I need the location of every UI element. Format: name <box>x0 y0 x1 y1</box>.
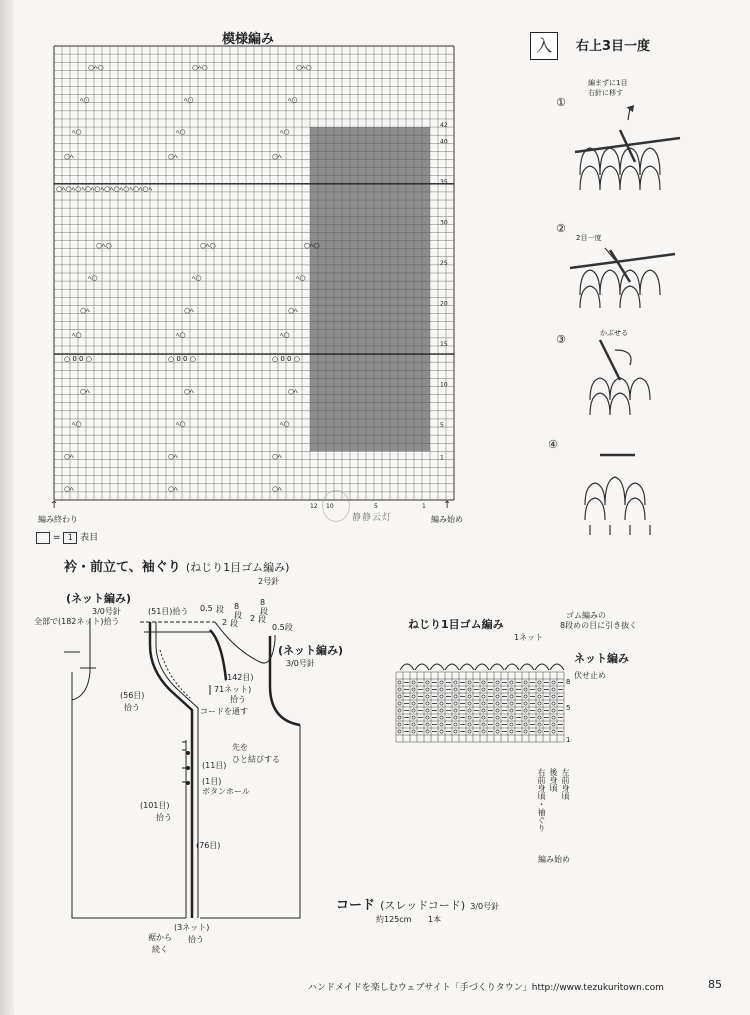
chart-symbol: ○ﾍ <box>64 484 74 493</box>
rib-twist-mark <box>524 730 527 733</box>
rib-twist-mark <box>524 723 527 726</box>
chart-symbol: ○ﾍ <box>288 306 298 315</box>
rib-twist-mark <box>412 730 415 733</box>
rib-twist-mark <box>510 709 513 712</box>
section-title-row <box>64 556 289 575</box>
rib-twist-mark <box>398 695 401 698</box>
rib-twist-mark <box>482 688 485 691</box>
rib-twist-mark <box>482 730 485 733</box>
chart-row-label: 40 <box>440 138 448 146</box>
rib-scallop <box>520 664 534 670</box>
rib-right-front: 右前身頃・袖ぐり <box>537 768 546 832</box>
section-needle: 2号針 <box>258 577 280 586</box>
rib-twist-mark <box>426 730 429 733</box>
rib-twist-mark <box>524 688 527 691</box>
chart-symbol: ○ﾍ <box>288 387 298 396</box>
rib-twist-mark <box>412 709 415 712</box>
rib-twist-mark <box>440 688 443 691</box>
vest-s1: (1目) <box>202 777 222 786</box>
chart-symbol: ﾍ○ <box>192 274 202 283</box>
rib-twist-mark <box>552 730 555 733</box>
rib-twist-mark <box>524 695 527 698</box>
vest-s142: (142目) <box>224 673 254 682</box>
rib-note2: 8段めの目に引き抜く <box>560 621 638 630</box>
chart-row-label: 30 <box>440 219 448 227</box>
rib-scallop <box>400 664 414 670</box>
rib-twist-mark <box>482 723 485 726</box>
rib-twist-mark <box>454 723 457 726</box>
rib-twist-mark <box>524 681 527 684</box>
rib-twist-mark <box>468 716 471 719</box>
vest-s76: (76目) <box>196 841 221 850</box>
cord-row <box>336 894 499 913</box>
step-1-illustration <box>575 108 680 190</box>
rib-twist-mark <box>426 688 429 691</box>
arrow-end-icon: ↑ <box>50 500 59 511</box>
rib-one-net: 1ネット <box>514 633 544 642</box>
chart-symbol: ○ﾍ○ <box>304 241 320 250</box>
rib-twist-mark <box>468 723 471 726</box>
step-3-number: ③ <box>556 333 566 346</box>
chart-bottom-right: 編み始め <box>431 515 463 524</box>
rib-bind-off: 伏せ止め <box>574 671 606 680</box>
chart-row-label: 5 <box>440 422 444 430</box>
rib-twist-mark <box>468 702 471 705</box>
rib-start: 編み始め <box>538 855 570 864</box>
rib-twist-mark <box>538 716 541 719</box>
chart-symbol: ○ﾍ <box>168 452 178 461</box>
vest-cord-through: コードを通す <box>200 707 248 716</box>
rib-twist-mark <box>538 681 541 684</box>
chart-symbol: ○ﾍ <box>64 152 74 161</box>
chart-symbol: ﾍ○ <box>280 128 290 137</box>
rib-twist-mark <box>454 709 457 712</box>
vest-s3net: (3ネット) <box>174 923 210 932</box>
vest-s11: (11目) <box>202 761 227 770</box>
rib-scallop <box>490 664 504 670</box>
chart-symbol: ﾍ○ <box>80 95 90 104</box>
pattern-chart <box>54 46 460 516</box>
rib-twist-mark <box>454 730 457 733</box>
vest-h2a: 2 <box>222 618 228 627</box>
cord-title-sub: (スレッドコード) <box>380 899 466 912</box>
chart-symbol: ﾍ○ <box>184 95 194 104</box>
chart-row-label: 1 <box>440 454 444 462</box>
rib-twist-mark <box>538 730 541 733</box>
vest-h2a-unit: 段 <box>230 619 238 628</box>
chart-row-label: 42 <box>440 122 448 130</box>
symbol-title: 右上3目一度 <box>576 39 651 54</box>
rib-twist-mark <box>412 681 415 684</box>
rib-twist-mark <box>538 702 541 705</box>
chart-symbol: ﾍ○ <box>176 330 186 339</box>
rib-twist-mark <box>454 681 457 684</box>
chart-symbol: ﾍ○ <box>72 330 82 339</box>
rib-row-1: 1 <box>566 736 571 744</box>
legend-text: 表目 <box>80 533 99 543</box>
vest-h2b: 2 <box>250 614 256 623</box>
vest-right-needle: 3/0号針 <box>286 659 315 668</box>
rib-twist-mark <box>468 730 471 733</box>
rib-twist-mark <box>454 702 457 705</box>
rib-twist-mark <box>398 688 401 691</box>
step-1-number: ① <box>556 96 566 109</box>
rib-chart <box>396 644 566 754</box>
rib-twist-mark <box>552 723 555 726</box>
vest-h8a: 8 <box>234 602 240 611</box>
vest-h05b: 0.5段 <box>272 623 293 632</box>
rib-row-5: 5 <box>566 704 571 712</box>
rib-twist-mark <box>412 723 415 726</box>
rib-twist-mark <box>398 730 401 733</box>
symbol-glyph-box: 入 <box>530 32 558 60</box>
rib-scallop <box>445 664 459 670</box>
rib-twist-mark <box>510 730 513 733</box>
chart-row-label: 25 <box>440 259 448 267</box>
rib-twist-mark <box>426 709 429 712</box>
chart-symbol: ○ﾍ○ <box>88 63 104 72</box>
rib-twist-mark <box>496 688 499 691</box>
chart-symbol: ○ﾍ <box>168 152 178 161</box>
step-3-note: かぶせる <box>600 329 628 337</box>
chart-stitch-label: 10 <box>326 503 334 510</box>
chart-symbol: ○ﾍ○ <box>192 63 208 72</box>
watermark-logo-icon <box>322 490 350 522</box>
chart-row-label: 20 <box>440 300 448 308</box>
rib-scallop <box>415 664 429 670</box>
rib-twist-mark <box>454 716 457 719</box>
rib-note1: ゴム編みの <box>566 611 606 620</box>
chart-symbol: ﾍ○ <box>280 420 290 429</box>
vest-h8a-unit: 段 <box>234 611 242 620</box>
footer-text: ハンドメイドを楽しむウェブサイト「手づくりタウン」http://www.tezukuritown.com <box>308 983 664 993</box>
chart-symbol: ﾍ○ <box>72 420 82 429</box>
step-2-number: ② <box>556 222 566 235</box>
rib-twist-mark <box>426 695 429 698</box>
step-4-illustration <box>585 455 650 535</box>
rib-twist-mark <box>398 709 401 712</box>
rib-twist-mark <box>552 681 555 684</box>
rib-twist-mark <box>468 688 471 691</box>
rib-scallop <box>475 664 489 670</box>
vest-tie-end2: ひと結びする <box>232 755 280 764</box>
vest-h8b: 8 <box>260 598 266 607</box>
chart-stitch-label: 1 <box>422 503 426 510</box>
rib-left-front: 左前身頃 <box>561 768 570 800</box>
rib-twist-mark <box>510 702 513 705</box>
rib-twist-mark <box>482 709 485 712</box>
chart-symbol: ﾍ○ <box>288 95 298 104</box>
legend: = 1 表目 <box>36 530 98 544</box>
vest-s56: (56目) <box>120 691 145 700</box>
rib-twist-mark <box>426 681 429 684</box>
rib-twist-mark <box>482 716 485 719</box>
vest-s101-pick: 拾う <box>156 813 172 822</box>
vest-tie-end: 先を <box>232 743 248 752</box>
cord-count: 1本 <box>428 915 442 924</box>
rib-twist-mark <box>468 681 471 684</box>
rib-twist-mark <box>440 723 443 726</box>
rib-back: 後身頃 <box>549 768 558 792</box>
vest-h2b-unit: 段 <box>258 615 266 624</box>
rib-twist-mark <box>538 709 541 712</box>
rib-twist-mark <box>496 730 499 733</box>
section-title: 衿・前立て、袖ぐり <box>64 560 181 575</box>
chart-title: 模様編み <box>222 32 275 47</box>
chart-symbol: ○ﾍ <box>184 387 194 396</box>
vest-net-label: (ネット編み) <box>66 592 132 605</box>
vest-cont1: 裾から <box>148 933 172 942</box>
chart-symbol: ﾍ○ <box>176 420 186 429</box>
watermark: 静静云灯 <box>352 513 393 523</box>
rib-row-8: 8 <box>566 678 571 686</box>
chart-symbol: ○ﾍ○ <box>296 63 312 72</box>
vest-net-total: 全部で(182ネット)拾う <box>34 617 120 626</box>
section-sub: (ねじり1目ゴム編み) <box>185 561 290 574</box>
chart-stitch-label: 5 <box>374 503 378 510</box>
rib-twist-mark <box>552 702 555 705</box>
step-4-number: ④ <box>548 438 558 451</box>
vest-s56-pick: 拾う <box>124 703 140 712</box>
chart-symbol: ○ﾍ <box>80 387 90 396</box>
rib-title: ねじり1目ゴム編み <box>408 618 504 631</box>
rib-twist-mark <box>454 688 457 691</box>
rib-twist-mark <box>552 695 555 698</box>
rib-twist-mark <box>440 730 443 733</box>
vest-s142-pick: 拾う <box>230 695 246 704</box>
chart-stitch-label: 12 <box>310 503 318 510</box>
chart-symbol: ﾍ○ <box>176 128 186 137</box>
rib-twist-mark <box>524 709 527 712</box>
chart-symbol: ﾍ○ <box>296 274 306 283</box>
rib-twist-mark <box>538 695 541 698</box>
chart-symbol: ○ 0 0 ○ <box>272 355 300 364</box>
rib-twist-mark <box>412 688 415 691</box>
rib-twist-mark <box>412 695 415 698</box>
vest-stitches-51: (51目)拾う <box>148 607 189 616</box>
chart-symbol: ○ﾍ○ﾍ○ﾍ○ﾍ○ﾍ○ﾍ○ﾍ○ﾍ○ﾍ○ﾍ <box>56 184 153 193</box>
rib-twist-mark <box>398 702 401 705</box>
rib-twist-mark <box>440 695 443 698</box>
rib-twist-mark <box>496 716 499 719</box>
vest-s101: (101目) <box>140 801 170 810</box>
rib-twist-mark <box>510 723 513 726</box>
chart-row-label: 10 <box>440 381 448 389</box>
rib-twist-mark <box>552 688 555 691</box>
vest-cont2: 続く <box>152 945 168 954</box>
chart-symbol: ○ﾍ <box>64 452 74 461</box>
rib-twist-mark <box>552 716 555 719</box>
rib-twist-mark <box>524 716 527 719</box>
chart-symbol: ○ﾍ○ <box>96 241 112 250</box>
rib-scallop <box>550 664 564 670</box>
chart-symbol: ○ﾍ <box>184 306 194 315</box>
rib-twist-mark <box>482 702 485 705</box>
rib-twist-mark <box>440 702 443 705</box>
rib-scallop <box>460 664 474 670</box>
legend-blank-box <box>36 532 50 544</box>
vest-h8b-unit: 段 <box>260 607 268 616</box>
rib-scallop <box>505 664 519 670</box>
rib-twist-mark <box>510 681 513 684</box>
chart-symbol: ○ 0 0 ○ <box>168 355 196 364</box>
vest-s3net-pick: 拾う <box>188 935 204 944</box>
rib-scallop <box>535 664 549 670</box>
rib-twist-mark <box>412 702 415 705</box>
cord-title: コード <box>336 898 376 913</box>
rib-twist-mark <box>482 681 485 684</box>
chart-symbol: ﾍ○ <box>280 330 290 339</box>
rib-twist-mark <box>496 695 499 698</box>
rib-twist-mark <box>510 716 513 719</box>
rib-twist-mark <box>398 681 401 684</box>
rib-twist-mark <box>496 723 499 726</box>
vest-net-needle: 3/0号針 <box>92 607 121 616</box>
rib-twist-mark <box>510 695 513 698</box>
rib-twist-mark <box>510 688 513 691</box>
vest-h05a-unit: 段 <box>216 605 224 614</box>
chart-symbol: ○ﾍ <box>80 306 90 315</box>
rib-twist-mark <box>398 723 401 726</box>
chart-symbol: ○ 0 0 ○ <box>64 355 92 364</box>
chart-symbol: ﾍ○ <box>88 274 98 283</box>
chart-symbol: ○ﾍ <box>272 484 282 493</box>
arrow-start-icon: ↑ <box>443 500 452 511</box>
step-1-note: 編まずに1目 右針に移す <box>588 79 628 97</box>
rib-twist-mark <box>440 716 443 719</box>
rib-twist-mark <box>538 688 541 691</box>
rib-twist-mark <box>398 716 401 719</box>
step-illustrations <box>560 90 690 540</box>
page-edge <box>0 0 14 1015</box>
vest-buttonhole: ボタンホール <box>202 787 250 796</box>
rib-twist-mark <box>468 709 471 712</box>
step-2-illustration <box>570 248 675 308</box>
rib-twist-mark <box>552 709 555 712</box>
rib-twist-mark <box>538 723 541 726</box>
step-2-note: 2目一度 <box>576 234 602 242</box>
rib-twist-mark <box>426 716 429 719</box>
chart-row-label: 35 <box>440 178 448 186</box>
chart-bottom-left: 編み終わり <box>38 515 78 524</box>
rib-twist-mark <box>426 723 429 726</box>
vest-s142-note: 71ネット) <box>214 685 252 694</box>
rib-twist-mark <box>524 702 527 705</box>
chart-symbol: ○ﾍ○ <box>200 241 216 250</box>
chart-symbol: ○ﾍ <box>272 152 282 161</box>
vest-right-net: (ネット編み) <box>278 644 344 657</box>
rib-twist-mark <box>496 709 499 712</box>
chart-symbol: ○ﾍ <box>168 484 178 493</box>
rib-scallop <box>430 664 444 670</box>
legend-symbol-box: 1 <box>63 532 77 544</box>
step-3-illustration <box>590 340 650 415</box>
rib-twist-mark <box>412 716 415 719</box>
rib-twist-mark <box>496 681 499 684</box>
rib-twist-mark <box>482 695 485 698</box>
rib-net-label: ネット編み <box>574 652 629 665</box>
rib-twist-mark <box>440 709 443 712</box>
rib-twist-mark <box>496 702 499 705</box>
rib-twist-mark <box>468 695 471 698</box>
rib-twist-mark <box>426 702 429 705</box>
vest-h05a: 0.5 <box>200 604 213 613</box>
rib-twist-mark <box>440 681 443 684</box>
cord-needle: 3/0号針 <box>470 902 500 911</box>
chart-row-label: 15 <box>440 340 448 348</box>
cord-length: 約125cm <box>376 915 412 924</box>
chart-symbol: ﾍ○ <box>72 128 82 137</box>
page-number: 85 <box>708 978 722 991</box>
chart-symbol: ○ﾍ <box>272 452 282 461</box>
rib-twist-mark <box>454 695 457 698</box>
